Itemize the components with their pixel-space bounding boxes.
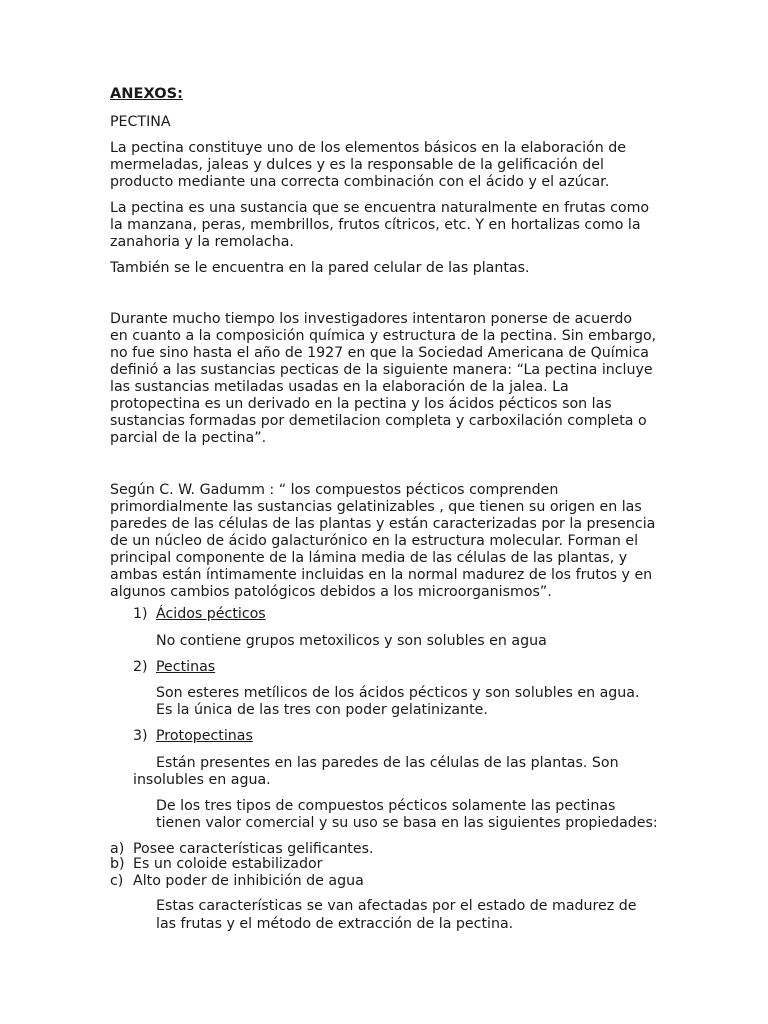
list-item-title xyxy=(133,728,253,745)
paragraph-line: algunos cambios patológicos debidos a los microorganismos”. xyxy=(110,584,552,600)
paragraph-line: De los tres tipos de compuestos pécticos solamente las pectinas xyxy=(156,798,616,814)
list-item xyxy=(110,856,323,873)
document-title: PECTINA xyxy=(110,114,171,130)
list-letter: a) xyxy=(110,841,125,857)
list-text: Alto poder de inhibición de agua xyxy=(133,873,364,889)
paragraph-line: principal componente de la lámina media de las células de las plantas, y xyxy=(110,550,628,566)
list-item-title xyxy=(133,606,266,623)
paragraph-line: protopectina es un derivado en la pectina y los ácidos pécticos son las xyxy=(110,396,612,412)
paragraph-line: las frutas y el método de extracción de la pectina. xyxy=(156,916,514,932)
list-item-desc: insolubles en agua. xyxy=(133,772,271,788)
list-item-title xyxy=(133,659,215,676)
paragraph-line: ambas están íntimamente incluidas en la normal madurez de los frutos y en xyxy=(110,567,653,583)
list-number: 3) xyxy=(133,728,148,744)
paragraph-line: sustancias formadas por demetilacion completa y carboxilación completa o xyxy=(110,413,647,429)
paragraph-line: producto mediante una correcta combinación con el ácido y el azúcar. xyxy=(110,174,610,190)
list-item-desc: Son esteres metílicos de los ácidos pécticos y son solubles en agua. xyxy=(156,685,640,701)
paragraph-line: las sustancias metiladas usadas en la elaboración de la jalea. La xyxy=(110,379,569,395)
list-text: Posee características gelificantes. xyxy=(133,841,374,857)
paragraph-line: definió a las sustancias pecticas de la siguiente manera: “La pectina incluye xyxy=(110,362,653,378)
paragraph-line: La pectina constituye uno de los elementos básicos en la elaboración de xyxy=(110,140,626,156)
paragraph-line: la manzana, peras, membrillos, frutos cítricos, etc. Y en hortalizas como la xyxy=(110,217,641,233)
paragraph-line: primordialmente las sustancias gelatinizables , que tienen su origen en las xyxy=(110,499,642,515)
list-title: Ácidos pécticos xyxy=(156,606,266,622)
list-letter: c) xyxy=(110,873,124,889)
paragraph-line: zanahoria y la remolacha. xyxy=(110,234,294,250)
paragraph-line: Según C. W. Gadumm : “ los compuestos pécticos comprenden xyxy=(110,482,559,498)
paragraph-line: en cuanto a la composición química y estructura de la pectina. Sin embargo, xyxy=(110,328,657,344)
list-letter: b) xyxy=(110,856,125,872)
list-item-desc: Es la única de las tres con poder gelatinizante. xyxy=(156,702,488,718)
list-text: Es un coloide estabilizador xyxy=(133,856,323,872)
paragraph-line: Durante mucho tiempo los investigadores intentaron ponerse de acuerdo xyxy=(110,311,633,327)
paragraph-line: mermeladas, jaleas y dulces y es la responsable de la gelificación del xyxy=(110,157,604,173)
paragraph-line: paredes de las células de las plantas y están caracterizadas por la presencia xyxy=(110,516,656,532)
paragraph-line: de un núcleo de ácido galacturónico en la estructura molecular. Forman el xyxy=(110,533,639,549)
list-number: 1) xyxy=(133,606,148,622)
list-item xyxy=(110,873,364,890)
document-heading: ANEXOS: xyxy=(110,85,183,102)
list-title: Pectinas xyxy=(156,659,216,675)
paragraph-line: La pectina es una sustancia que se encuentra naturalmente en frutas como xyxy=(110,200,650,216)
list-title: Protopectinas xyxy=(156,728,253,744)
paragraph-line: tienen valor comercial y su uso se basa en las siguientes propiedades: xyxy=(156,815,658,831)
paragraph-cell-wall: También se le encuentra en la pared celular de las plantas. xyxy=(110,260,530,276)
list-item-desc: Están presentes en las paredes de las células de las plantas. Son xyxy=(156,755,619,771)
paragraph-line: parcial de la pectina”. xyxy=(110,430,267,446)
paragraph-line: no fue sino hasta el año de 1927 en que la Sociedad Americana de Química xyxy=(110,345,649,361)
list-item-desc: No contiene grupos metoxilicos y son solubles en agua xyxy=(156,633,547,649)
paragraph-line: Estas características se van afectadas por el estado de madurez de xyxy=(156,898,637,914)
list-number: 2) xyxy=(133,659,148,675)
